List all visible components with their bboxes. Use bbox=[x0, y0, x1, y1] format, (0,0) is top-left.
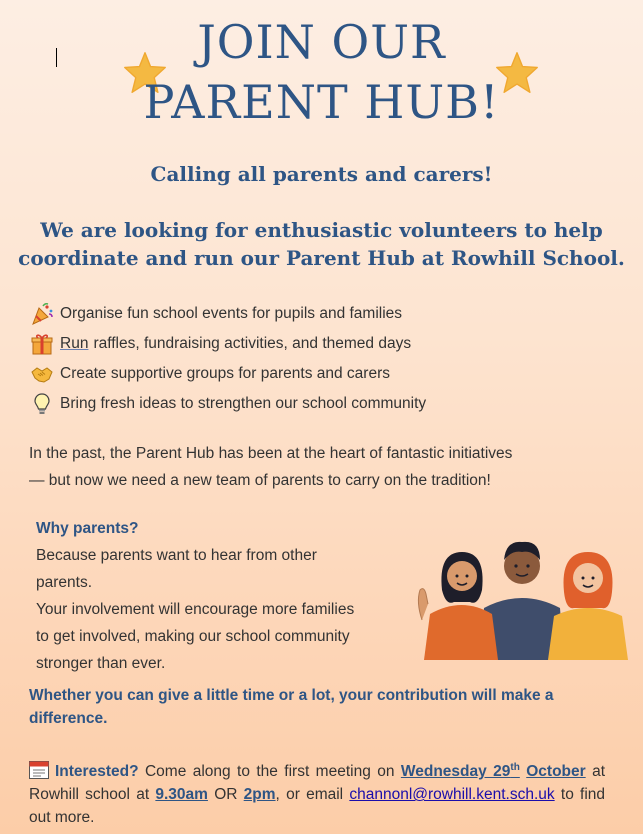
bullet-list bbox=[30, 299, 426, 419]
list-item: Run raffles, fundraising activities, and themed days bbox=[30, 329, 426, 359]
history-paragraph: In the past, the Parent Hub has been at the heart of fantastic initiatives — but now we need a new team of parents to carry on the tradition! bbox=[29, 445, 513, 489]
page-title-line1: JOIN OUR bbox=[197, 15, 446, 69]
meeting-time-morning: 9.30am bbox=[155, 786, 208, 804]
list-item: Create supportive groups for parents and carers bbox=[30, 359, 426, 389]
calling-heading: Calling all parents and carers! bbox=[150, 162, 493, 186]
list-item: Organise fun school events for pupils and families bbox=[30, 299, 426, 329]
list-item: Bring fresh ideas to strengthen our school community bbox=[30, 389, 426, 419]
volunteers-heading-line2: coordinate and run our Parent Hub at Rowhill School. bbox=[18, 246, 625, 270]
run-word: Run bbox=[60, 335, 89, 352]
page-title-line2: PARENT HUB! bbox=[143, 75, 500, 129]
meeting-date: Wednesday 29th bbox=[400, 762, 520, 781]
meeting-time-afternoon: 2pm bbox=[243, 786, 276, 804]
gift-icon bbox=[30, 332, 54, 356]
handshake-icon bbox=[30, 362, 54, 386]
calendar-icon bbox=[29, 761, 49, 779]
why-parents-heading: Why parents? bbox=[36, 520, 139, 537]
why-parents-section: Why parents? Because parents want to hear from other parents. Your involvement will encourage more families to get involved, making our school community stronger than ever. bbox=[36, 515, 406, 677]
parents-illustration bbox=[412, 530, 632, 660]
volunteers-heading bbox=[0, 216, 643, 272]
email-link[interactable]: channonl@rowhill.kent.sch.uk bbox=[349, 786, 555, 804]
party-popper-icon bbox=[30, 302, 54, 326]
meeting-month: October bbox=[526, 763, 586, 781]
contribution-note: Whether you can give a little time or a lot, your contribution will make a difference. bbox=[29, 687, 554, 727]
volunteers-heading-line1: We are looking for enthusiastic volunteers to help bbox=[40, 218, 603, 242]
lightbulb-icon bbox=[30, 392, 54, 416]
meeting-info: Interested? Come along to the first meeting on Wednesday 29th October at Rowhill school at 9.30am OR 2pm, or email channonl@rowhill.kent.sch.uk to find out more. bbox=[29, 762, 606, 827]
